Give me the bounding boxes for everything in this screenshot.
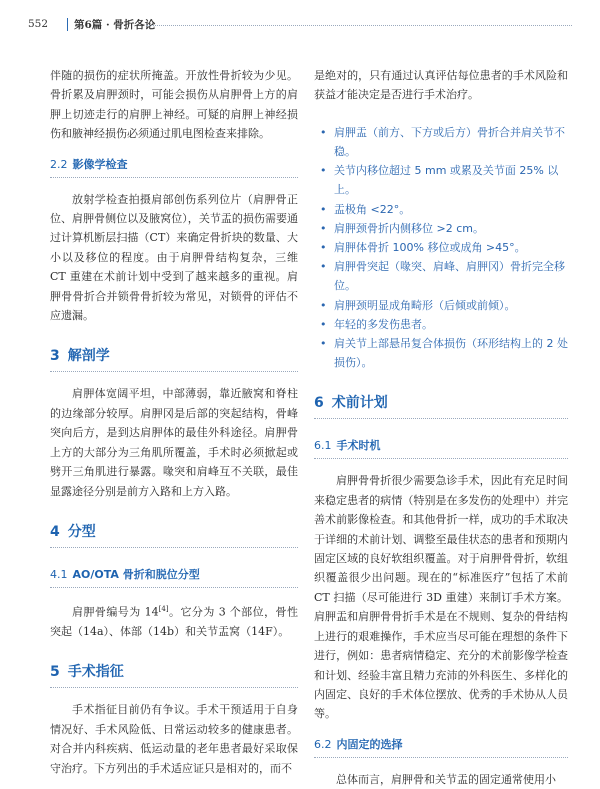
list-item: • 肩胛骨突起（喙突、肩峰、肩胛冈）骨折完全移位。 [314, 257, 568, 295]
right-column [314, 66, 568, 789]
heading-title: 术前计划 [331, 395, 388, 412]
paragraph-fixation: 总体而言，肩胛骨和关节盂的固定通常使用小 [336, 772, 556, 786]
heading-6 [314, 392, 568, 419]
heading-number: 2.2 [50, 157, 68, 171]
bullet-icon: • [320, 221, 327, 235]
bullet-icon: • [320, 241, 327, 255]
heading-6-1 [314, 437, 568, 459]
heading-number: 4.1 [50, 567, 68, 581]
page-header [28, 14, 572, 36]
bullet-icon: • [320, 337, 327, 351]
heading-title: AO/OTA 骨折和脱位分型 [72, 567, 200, 581]
list-item: • 肩胛体骨折 100% 移位或成角 >45°。 [314, 238, 568, 257]
list-item: • 肩关节上部悬吊复合体损伤（环形结构上的 2 处损伤）。 [314, 334, 568, 372]
citation-ref: [4] [158, 604, 169, 613]
paragraph-imaging: 放射学检查拍摄肩部创伤系列位片（肩胛骨正位、肩胛骨侧位以及腋窝位），关节盂的损伤需要通过计算机断层扫描（CT）来确定骨折块的数量、大小以及移位的程度。由于肩胛骨结构复杂，三维 CT 重建在术前计划中受到了越来越多的重视。肩胛骨骨折合并锁骨骨折较为常见，对锁骨的评估不应遗漏。 [50, 192, 298, 323]
paragraph-indications: 手术指征目前仍有争议。手术干预适用于自身情况好、手术风险低、日常运动较多的健康患者。对合并内科疾病、低运动量的老年患者最好采取保守治疗。下方列出的手术适应证只是相对的，而不 [50, 703, 298, 775]
header-rule [146, 25, 572, 26]
heading-title: 内固定的选择 [336, 737, 403, 751]
left-column [50, 66, 298, 778]
heading-title: 手术指征 [67, 664, 124, 681]
list-item: • 年轻的多发伤患者。 [314, 315, 568, 334]
heading-title: 影像学检查 [72, 157, 128, 171]
indication-list [314, 123, 568, 373]
heading-number: 5 [50, 664, 60, 681]
paragraph-anatomy: 肩胛体宽阔平坦，中部薄弱，靠近腋窝和脊柱的边缘部分较厚。肩胛冈是后部的突起结构，骨峰突向后方，是到达肩胛体的最佳外科途径。肩胛骨上方的大部分为三角肌所覆盖，手术时必须掀起或劈开三角肌进行暴露。喙突和肩峰互不关联，最佳显露途径分别是前方入路和上方入路。 [50, 387, 298, 498]
part-title: 第6篇 · 骨折各论 [74, 19, 156, 31]
paragraph-timing: 肩胛骨骨折很少需要急诊手术，因此有充足时间来稳定患者的病情（特别是在多发伤的处理中）并完善术前影像检查。和其他骨折一样，成功的手术取决于详细的术前计划、调整至最佳状态的患者和预期内固定区域的良好软组织覆盖。对于肩胛骨骨折，软组织覆盖很少出问题。现在的“标准医疗”包括了术前 CT 扫描（尽可能进行 3D 重建）来制订手术方案。肩胛盂和肩胛骨骨折手术是在不规则、复杂的骨结构上进行的艰难操作，手术应当尽可能在理想的条件下进行，例如：患者病情稳定、充分的术前影像学检查和计划、经验丰富且精力充沛的外科医生、多样化的内固定、良好的手术体位摆放、优秀的手术协从人员等。 [314, 474, 568, 721]
list-item: • 肩胛颈明显成角畸形（后倾或前倾）。 [314, 296, 568, 315]
heading-number: 6.1 [314, 439, 332, 453]
bullet-icon: • [320, 298, 327, 312]
bullet-icon: • [320, 125, 327, 139]
header-separator [67, 18, 68, 31]
list-item: • 盂极角 <22°。 [314, 200, 568, 219]
paragraph-classification: 肩胛骨编号为 14[4]。它分为 3 个部位，骨性突起（14a）、体部（14b）和关节盂窝（14F）。 [50, 604, 298, 638]
heading-number: 6.2 [314, 737, 332, 751]
heading-number: 6 [314, 395, 324, 412]
heading-title: 解剖学 [67, 348, 110, 365]
heading-3 [50, 345, 298, 372]
bullet-icon: • [320, 317, 327, 331]
list-item: • 肩胛颈骨折内侧移位 >2 cm。 [314, 219, 568, 238]
heading-5 [50, 661, 298, 688]
heading-6-2 [314, 736, 568, 758]
bullet-icon: • [320, 164, 327, 178]
heading-title: 分型 [67, 523, 96, 540]
paragraph-continued: 是绝对的，只有通过认真评估每位患者的手术风险和获益才能决定是否进行手术治疗。 [314, 69, 568, 102]
paragraph-intro: 伴随的损伤的症状所掩盖。开放性骨折较为少见。骨折累及肩胛颈时，可能会损伤从肩胛骨上方的肩胛上切迹走行的肩胛上神经。可疑的肩胛上神经损伤和腋神经损伤必须通过肌电图检查来排除。 [50, 69, 298, 141]
heading-number: 4 [50, 523, 60, 540]
bullet-icon: • [320, 202, 327, 216]
heading-4 [50, 521, 298, 548]
list-item: • 肩胛盂（前方、下方或后方）骨折合并肩关节不稳。 [314, 123, 568, 161]
bullet-icon: • [320, 260, 327, 274]
heading-4-1 [50, 566, 298, 588]
heading-2-2 [50, 156, 298, 178]
list-item: • 关节内移位超过 5 mm 或累及关节面 25% 以上。 [314, 161, 568, 199]
heading-number: 3 [50, 348, 60, 365]
heading-title: 手术时机 [336, 439, 381, 453]
page-number: 552 [28, 18, 49, 30]
